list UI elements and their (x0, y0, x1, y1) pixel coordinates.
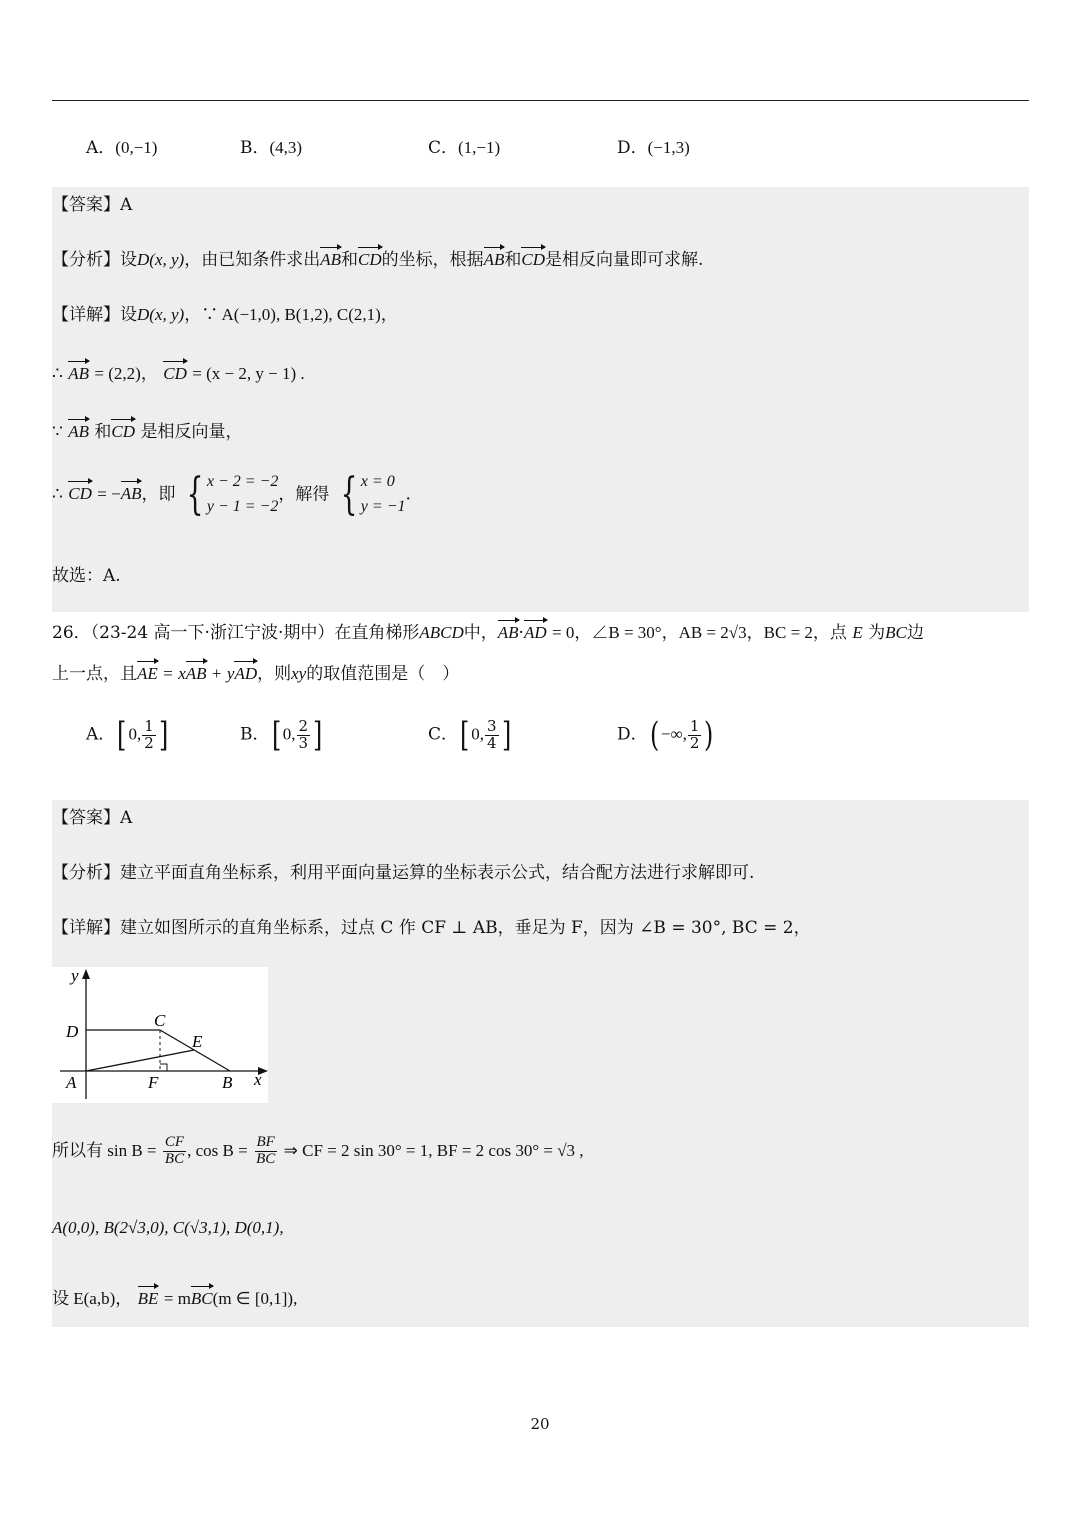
q25-choose: 故选：A. (52, 566, 121, 586)
q25-analysis: 【分析】设D(x, y)，由已知条件求出AB和CD的坐标，根据AB和CD是相反向量即可求解. (52, 250, 704, 270)
q26-set-e-line: 设 E(a,b)， BE = mBC(m ∈ [0,1]), (52, 1289, 298, 1308)
q26-option-a: A．[ 0, $\frac{1}{2}$ ] (86, 715, 169, 755)
q26-option-c: C．[ 0, $\frac{3}{4}$ ] (428, 715, 511, 755)
header-rule (52, 100, 1029, 101)
q25-option-d: D．(−1,3) (617, 138, 690, 158)
q25-option-a: A．(0,−1) (86, 138, 158, 158)
label-a: A (66, 1073, 77, 1092)
q25-answer: 【答案】A (52, 195, 133, 215)
label-d: D (66, 1022, 79, 1041)
label-b: B (222, 1073, 233, 1092)
q26-option-d: D．( −∞, $\frac{1}{2}$ ) (617, 715, 714, 755)
q25-opposite-line: ∵ AB 和CD 是相反向量， (52, 422, 243, 442)
q26-option-b: B．[ 0, $\frac{2}{3}$ ] (240, 715, 323, 755)
q25-vectors-line: ∴ AB = (2,2)， CD = (x − 2, y − 1) . (52, 364, 305, 384)
page-number: 20 (530, 1415, 550, 1433)
label-x: x (254, 1070, 262, 1089)
label-e: E (192, 1032, 203, 1051)
q25-detail: 【详解】设D(x, y)，∵ A(−1,0), B(1,2), C(2,1)， (52, 305, 398, 325)
label-f: F (148, 1073, 159, 1092)
q26-trig-line: 所以有 sin B = $\frac{CF}{BC}$ , cos B = $\frac{BF}{BC}$ ⇒ CF = 2 sin 30° = 1, BF = 2 cos 30° = √3 , (52, 1134, 584, 1167)
label-c: C (154, 1011, 166, 1030)
q25-option-b: B．(4,3) (240, 138, 303, 158)
q25-equation-line: ∴ CD = −AB，即 { x − 2 = −2 y − 1 = −2 ，解得 { x = 0 y = −1 . (52, 468, 411, 520)
q26-stem-line2: 上一点，且AE = xAB + yAD，则xy的取值范围是（ ） (52, 664, 460, 684)
label-y: y (71, 967, 79, 985)
q25-option-c: C．(1,−1) (428, 138, 501, 158)
q25-system-2: { x = 0 y = −1 (340, 468, 406, 520)
trapezoid-figure (52, 967, 268, 1103)
q26-stem-line1: 26．（23-24 高一下·浙江宁波·期中）在直角梯形ABCD中，AB·AD = 0，∠B = 30°，AB = 2√3，BC = 2，点 E 为BC边 (52, 623, 924, 643)
q26-analysis: 【分析】建立平面直角坐标系，利用平面向量运算的坐标表示公式，结合配方法进行求解即可. (52, 863, 755, 883)
q26-detail: 【详解】建立如图所示的直角坐标系，过点 C 作 CF ⊥ AB，垂足为 F，因为 ∠B = 30°, BC = 2， (52, 918, 811, 938)
q26-answer: 【答案】A (52, 808, 133, 828)
q25-system-1: { x − 2 = −2 y − 1 = −2 (186, 468, 279, 520)
q26-coords-line: A(0,0), B(2√3,0), C(√3,1), D(0,1), (52, 1218, 284, 1237)
